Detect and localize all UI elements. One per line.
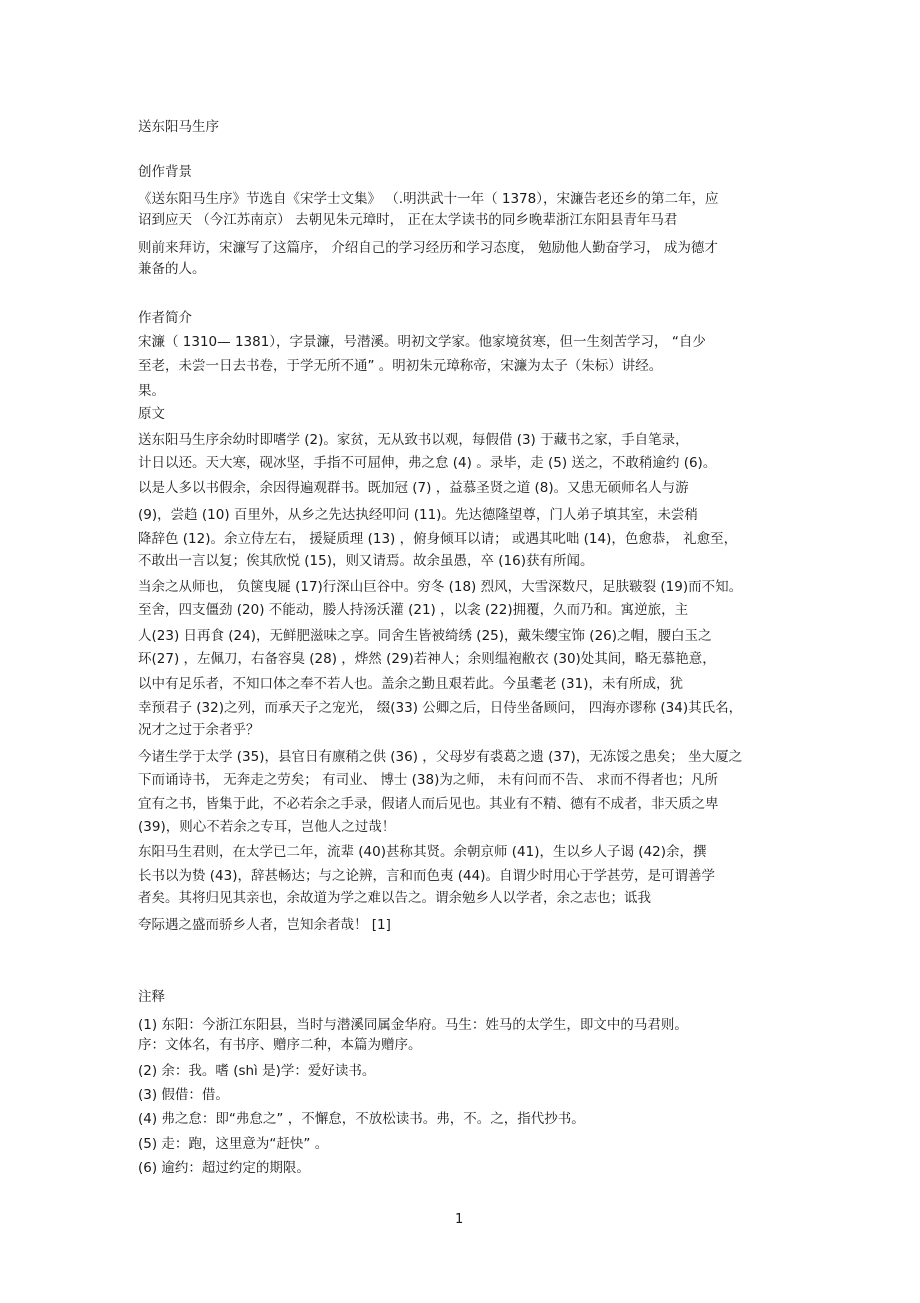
original-line: 况才之过于余者乎？: [138, 722, 260, 738]
original-line: (39)，则心不若余之专耳，岂他人之过哉！: [138, 819, 396, 835]
original-line: 幸预君子 (32)之列，而承天子之宠光， 缀(33) 公卿之后，日侍坐备顾问， 四海亦谬称 (34)其氏名，: [138, 700, 743, 716]
note-line: (2) 余：我。嗜 (shì 是)学：爱好读书。: [138, 1063, 376, 1079]
original-line: 今诸生学于太学 (35)，县官日有廪稍之供 (36) ，父母岁有裘葛之遗 (37)，无冻馁之患矣； 坐大厦之: [138, 749, 743, 765]
original-line: 夸际遇之盛而骄乡人者，岂知余者哉！ [1]: [138, 917, 391, 933]
note-line: 序：文体名，有书序、赠序二种，本篇为赠序。: [138, 1037, 422, 1053]
original-line: 送东阳马生序余幼时即嗜学 (2)。家贫，无从致书以观，每假借 (3) 于藏书之家，手自笔录，: [138, 432, 689, 448]
original-line: 环(27) ，左佩刀，右备容臭 (28) ，烨然 (29)若神人；余则缊袍敝衣 (30)处其间，略无慕艳意，: [138, 651, 716, 667]
original-line: 长书以为贽 (43)，辞甚畅达；与之论辨，言和而色夷 (44)。自谓少时用心于学甚劳，是可谓善学: [138, 868, 716, 884]
original-line: 至舍，四支僵劲 (20) 不能动，媵人持汤沃灌 (21) ，以衾 (22)拥覆，久而乃和。寓逆旅，主: [138, 602, 689, 618]
original-line: 下而诵诗书， 无奔走之劳矣； 有司业、 博士 (38)为之师， 未有问而不告、 求而不得者也；凡所: [138, 772, 718, 788]
note-line: (6) 逾约：超过约定的期限。: [138, 1160, 310, 1176]
original-line: 东阳马生君则，在太学已二年，流辈 (40)甚称其贤。余朝京师 (41)，生以乡人子谒 (42)余，撰: [138, 844, 707, 860]
original-line: 以中有足乐者，不知口体之奉不若人也。盖余之勤且艰若此。今虽耄老 (31)，未有所成，犹: [138, 676, 684, 692]
author-line: 至老，未尝一日去书卷，于学无所不通” 。明初朱元璋称帝，宋濂为太子（朱标）讲经。: [138, 358, 663, 374]
background-line: 兼备的人。: [138, 261, 206, 277]
background-line: 则前来拜访，宋濂写了这篇序， 介绍自己的学习经历和学习态度， 勉励他人勤奋学习， 成为德才: [138, 240, 718, 256]
notes-heading: 注释: [138, 989, 165, 1005]
author-line: 宋濂（ 1310— 1381），字景濂，号潜溪。明初文学家。他家境贫寒，但一生刻苦学习， “自少: [138, 334, 706, 350]
background-line: 诏到应天 （今江苏南京） 去朝见朱元璋时， 正在太学读书的同乡晚辈浙江东阳县青年马君: [138, 212, 678, 228]
background-heading: 创作背景: [138, 164, 192, 180]
original-line: 人(23) 日再食 (24)，无鲜肥滋味之享。同舍生皆被绮绣 (25)，戴朱缨宝饰 (26)之帽，腰白玉之: [138, 628, 712, 644]
note-line: (3) 假借：借。: [138, 1087, 229, 1103]
document-title: 送东阳马生序: [138, 119, 219, 135]
original-line: 计日以还。天大寒，砚冰坚，手指不可屈伸，弗之怠 (4) 。录毕，走 (5) 送之，不敢稍逾约 (6)。: [138, 455, 717, 471]
author-heading: 作者简介: [138, 310, 192, 326]
original-line: 以是人多以书假余，余因得遍观群书。既加冠 (7) ，益慕圣贤之道 (8)。又患无硕师名人与游: [138, 480, 689, 496]
original-heading: 原文: [138, 406, 165, 422]
page-number: 1: [455, 1212, 464, 1227]
author-line: 果。: [138, 383, 165, 399]
original-line: 不敢出一言以复；俟其欣悦 (15)，则又请焉。故余虽愚，卒 (16)获有所闻。: [138, 553, 594, 569]
background-line: 《送东阳马生序》节选自《宋学士文集》 （.明洪武十一年（ 1378），宋濂告老还乡的第二年，应: [138, 191, 719, 207]
original-line: 当余之从师也， 负箧曳屣 (17)行深山巨谷中。穷冬 (18) 烈风，大雪深数尺，足肤皲裂 (19)而不知。: [138, 579, 743, 595]
original-line: 宜有之书，皆集于此，不必若余之手录，假诸人而后见也。其业有不精、德有不成者，非天质之卑: [138, 796, 719, 812]
note-line: (5) 走：跑，这里意为“赶快” 。: [138, 1136, 329, 1152]
original-line: 者矣。其将归见其亲也，余故道为学之难以告之。谓余勉乡人以学者，余之志也；诋我: [138, 890, 651, 906]
original-line: (9)，尝趋 (10) 百里外，从乡之先达执经叩问 (11)。先达德隆望尊，门人弟子填其室，未尝稍: [138, 507, 698, 523]
note-line: (1) 东阳：今浙江东阳县，当时与潜溪同属金华府。马生：姓马的太学生，即文中的马君则。: [138, 1017, 688, 1033]
original-line: 降辞色 (12)。余立侍左右， 援疑质理 (13) ，俯身倾耳以请； 或遇其叱咄 (14)，色愈恭， 礼愈至，: [138, 531, 738, 547]
note-line: (4) 弗之怠：即“弗怠之” ，不懈怠，不放松读书。弗，不。之，指代抄书。: [138, 1111, 585, 1127]
